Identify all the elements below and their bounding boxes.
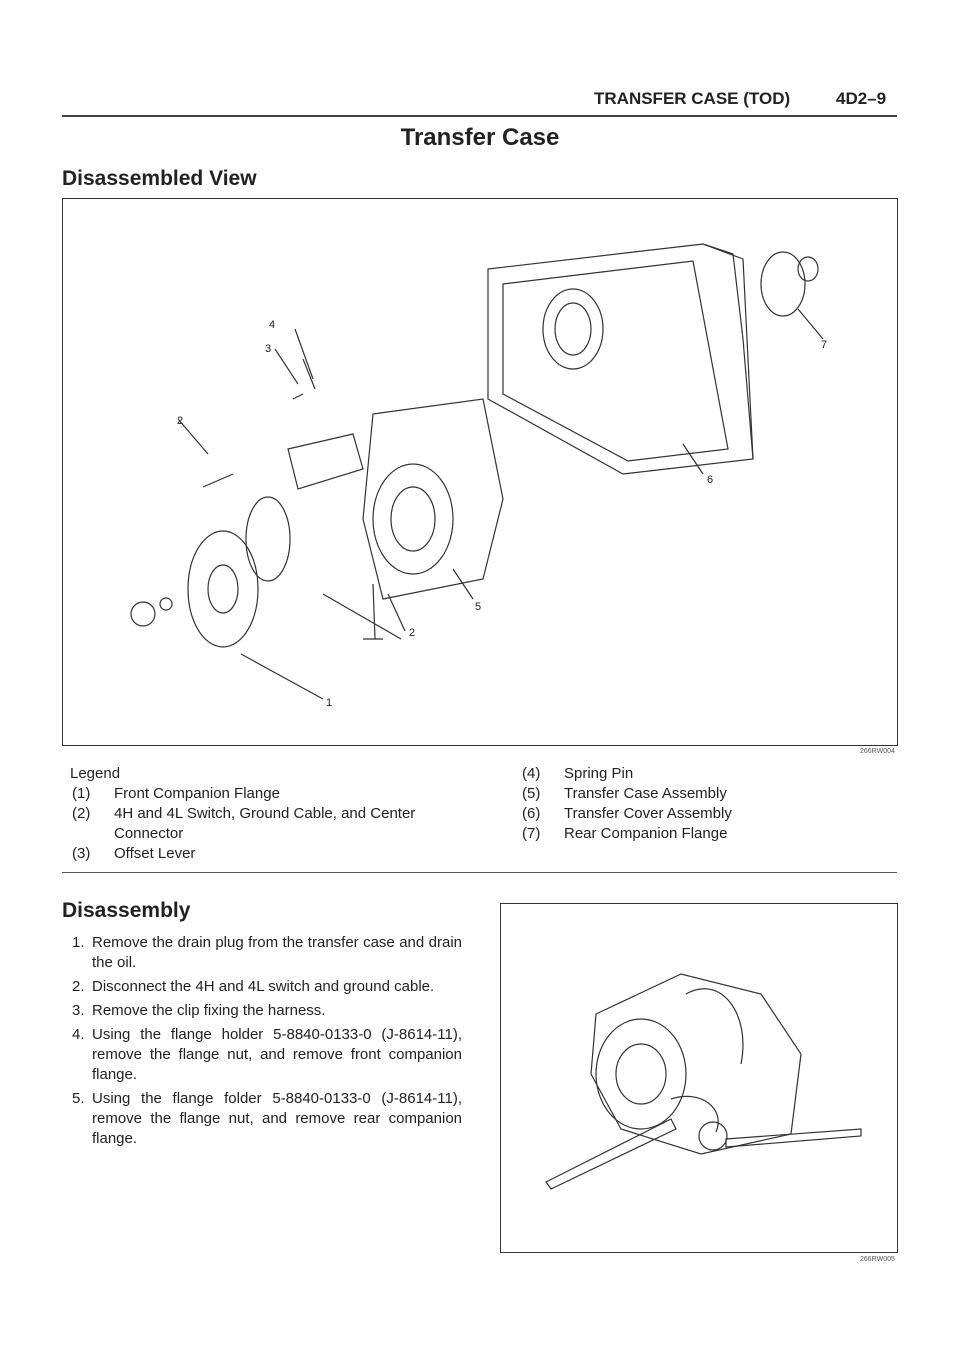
legend-text: 4H and 4L Switch, Ground Cable, and Center Connector (114, 805, 416, 842)
figure2-code: 266RW005 (860, 1256, 895, 1263)
step-item (72, 1025, 462, 1085)
flange-removal-figure (500, 903, 898, 1253)
callout-3: 3 (265, 343, 272, 355)
legend-num: (5) (522, 785, 541, 802)
exploded-diagram (63, 199, 897, 745)
legend-text: Offset Lever (114, 845, 196, 862)
step-text: Remove the clip fixing the harness. (92, 1002, 326, 1019)
step-text: Disconnect the 4H and 4L switch and ground cable. (92, 978, 435, 995)
legend-num: (1) (72, 785, 91, 802)
view-heading: Disassembled View (62, 167, 257, 190)
legend-num: (4) (522, 765, 541, 782)
figure-code: 266RW004 (860, 748, 895, 755)
callout-5: 5 (475, 601, 482, 613)
disassembly-steps (72, 933, 462, 1153)
callout-6: 6 (707, 474, 714, 486)
legend-text: Transfer Cover Assembly (564, 805, 732, 822)
step-num: 3. (72, 1002, 85, 1019)
step-text: Remove the drain plug from the transfer case and drain the oil. (92, 934, 462, 971)
step-num: 2. (72, 978, 85, 995)
header-rule (62, 115, 897, 117)
legend-right (522, 764, 892, 844)
page-title: Transfer Case (400, 124, 560, 151)
callout-2b: 2 (409, 627, 416, 639)
legend-text: Front Companion Flange (114, 785, 280, 802)
step-num: 4. (72, 1026, 85, 1043)
callout-4: 4 (269, 319, 276, 331)
legend-text: Spring Pin (564, 765, 634, 782)
page-number: 4D2–9 (836, 89, 887, 108)
legend-left (72, 784, 492, 864)
callout-1: 1 (326, 697, 333, 709)
legend-text: Transfer Case Assembly (564, 785, 727, 802)
step-text: Using the flange holder 5-8840-0133-0 (J-8614-11), remove the flange nut, and remove front companion flange. (92, 1026, 462, 1083)
legend-num: (2) (72, 805, 91, 822)
step-num: 1. (72, 934, 85, 951)
step-item (72, 933, 462, 973)
callout-2: 2 (177, 415, 184, 427)
step-item (72, 1089, 462, 1149)
callout-7: 7 (821, 339, 828, 351)
legend-num: (3) (72, 845, 91, 862)
disassembly-heading: Disassembly (62, 899, 191, 922)
step-item (72, 977, 462, 997)
legend-title: Legend (70, 765, 121, 782)
disassembled-view-figure (62, 198, 898, 746)
legend-num: (7) (522, 825, 541, 842)
section-title: TRANSFER CASE (TOD) (594, 89, 791, 108)
flange-removal-drawing (501, 904, 897, 1252)
step-item (72, 1001, 462, 1021)
legend-num: (6) (522, 805, 541, 822)
legend-text: Rear Companion Flange (564, 825, 728, 842)
step-num: 5. (72, 1090, 85, 1107)
step-text: Using the flange folder 5-8840-0133-0 (J-8614-11), remove the flange nut, and remove rear companion flange. (92, 1090, 462, 1147)
legend-rule (62, 872, 897, 873)
